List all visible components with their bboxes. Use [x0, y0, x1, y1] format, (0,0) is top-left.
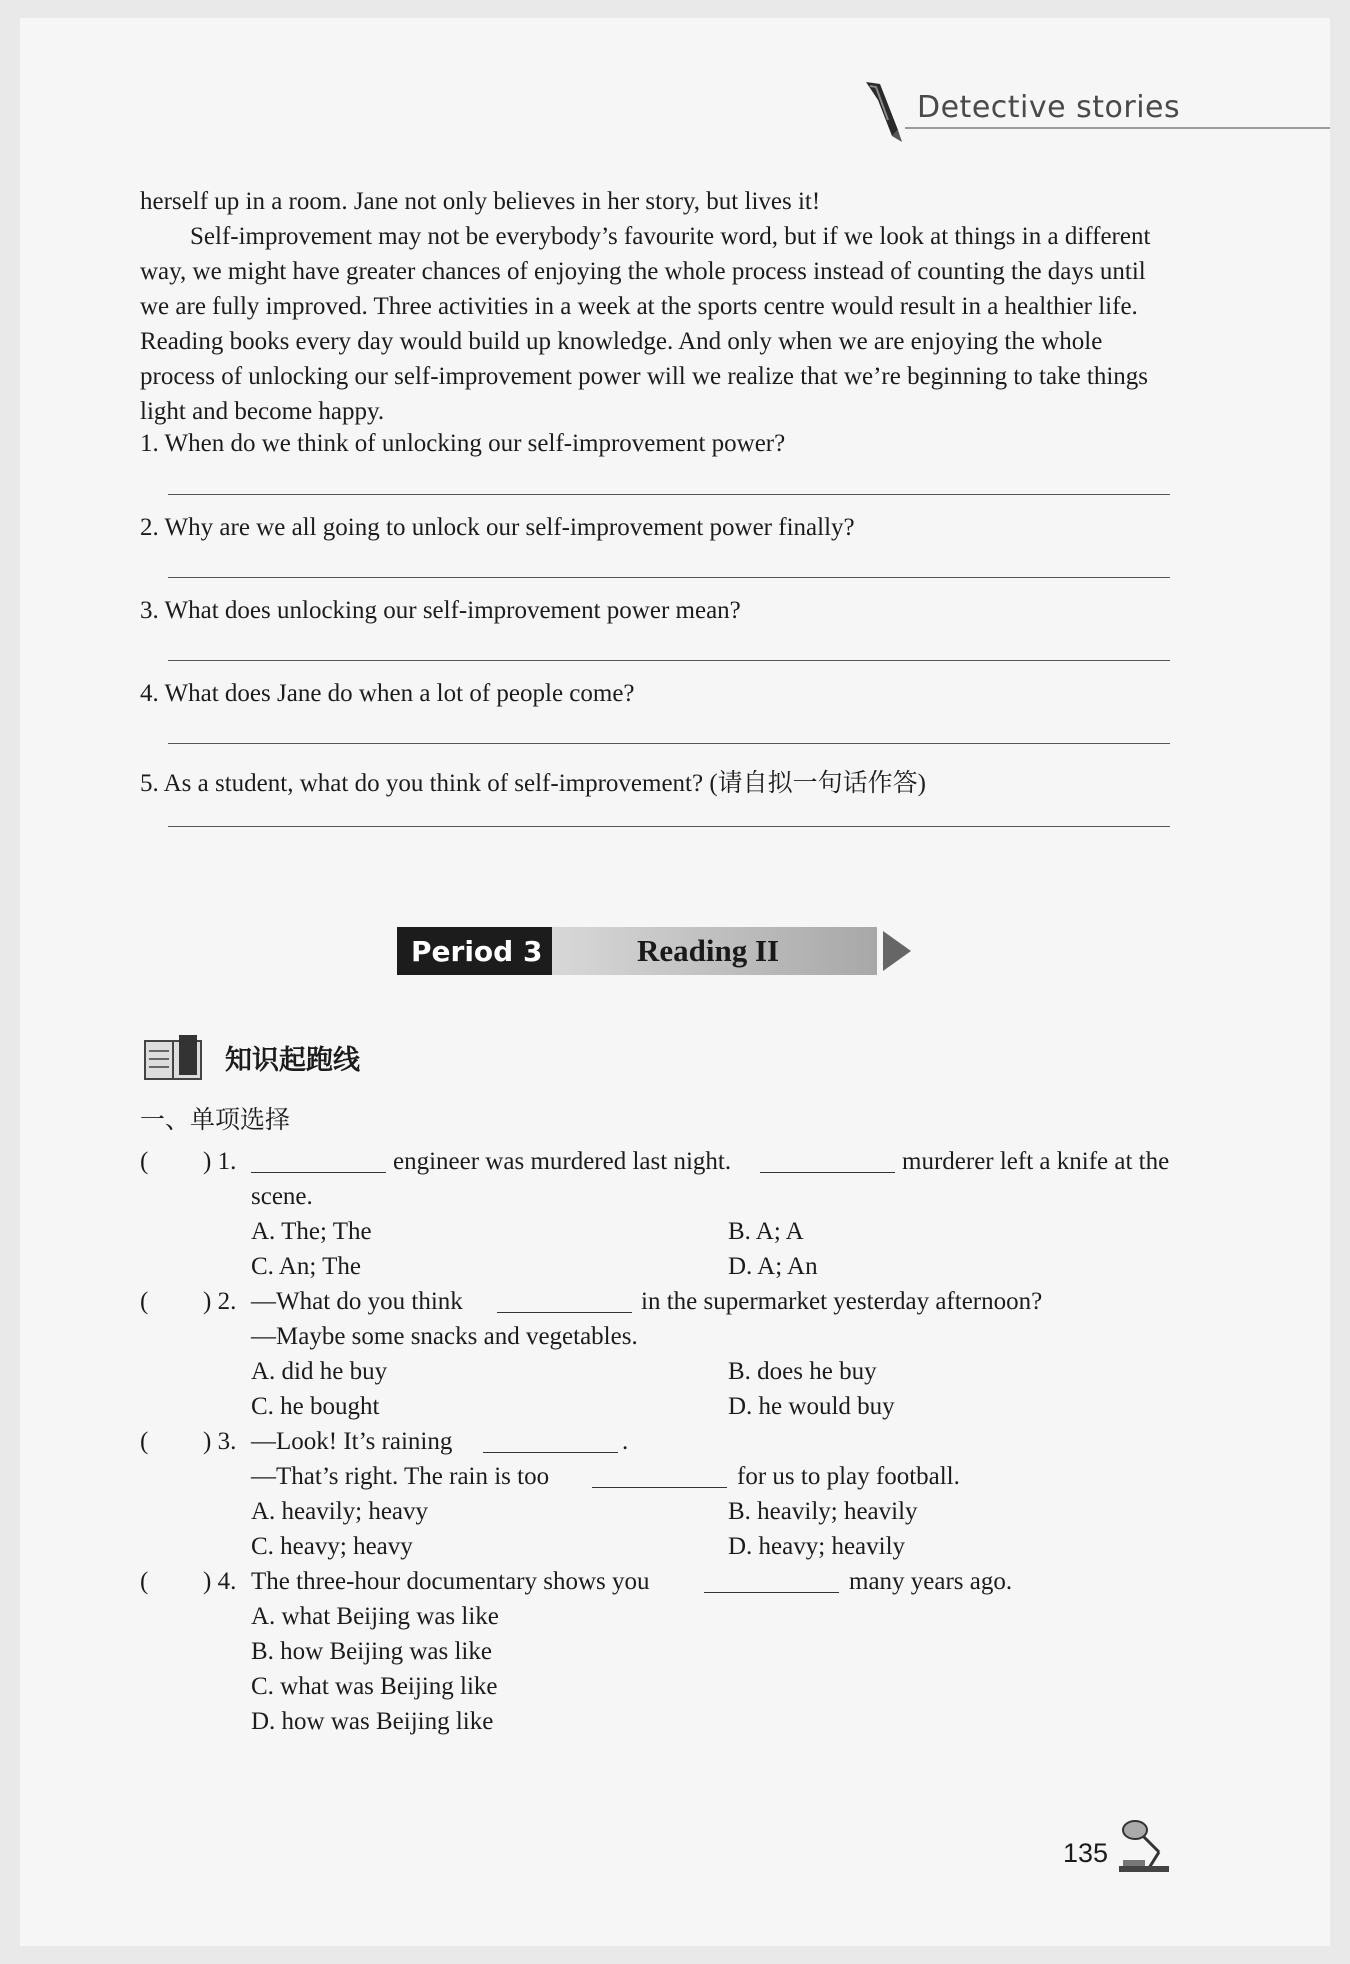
pen-icon: [858, 80, 908, 146]
arrow-icon: [883, 931, 911, 971]
q4-text: many years ago.: [849, 1568, 1013, 1595]
option-d[interactable]: D. A; An: [728, 1253, 818, 1280]
answer-line-3[interactable]: [168, 660, 1170, 661]
q3-text: for us to play football.: [737, 1463, 960, 1490]
option-a[interactable]: A. what Beijing was like: [251, 1603, 499, 1630]
answer-line-4[interactable]: [168, 743, 1170, 744]
option-c[interactable]: C. he bought: [251, 1393, 380, 1420]
section-title: 知识起跑线: [225, 1045, 360, 1076]
option-b[interactable]: B. does he buy: [728, 1358, 877, 1385]
question-2: 2. Why are we all going to unlock our self-improvement power finally?: [140, 514, 855, 541]
answer-line-5[interactable]: [168, 826, 1170, 827]
passage: [140, 184, 1170, 429]
page-number: 135: [1063, 1838, 1109, 1868]
option-c[interactable]: C. An; The: [251, 1253, 361, 1280]
option-b[interactable]: B. how Beijing was like: [251, 1638, 492, 1665]
q4-number: ) 4.: [203, 1568, 237, 1595]
option-a[interactable]: A. The; The: [251, 1218, 372, 1245]
option-b[interactable]: B. heavily; heavily: [728, 1498, 918, 1525]
answer-bracket-2[interactable]: (: [140, 1288, 149, 1315]
blank[interactable]: [251, 1152, 386, 1173]
q2-text: —Maybe some snacks and vegetables.: [251, 1323, 638, 1350]
book-icon: [143, 1033, 205, 1081]
option-a[interactable]: A. heavily; heavy: [251, 1498, 429, 1525]
answer-bracket-3[interactable]: (: [140, 1428, 149, 1455]
banner-reading: Reading II: [637, 933, 780, 968]
blank[interactable]: [592, 1467, 727, 1488]
question-3: 3. What does unlocking our self-improvement power mean?: [140, 597, 741, 624]
blank[interactable]: [704, 1572, 839, 1593]
q2-number: ) 2.: [203, 1288, 237, 1315]
answer-line-1[interactable]: [168, 494, 1170, 495]
answer-line-2[interactable]: [168, 577, 1170, 578]
answer-bracket-1[interactable]: (: [140, 1148, 149, 1175]
option-a[interactable]: A. did he buy: [251, 1358, 388, 1385]
period-banner: [397, 927, 877, 975]
option-d[interactable]: D. heavy; heavily: [728, 1533, 906, 1560]
blank[interactable]: [497, 1292, 632, 1313]
question-4: 4. What does Jane do when a lot of people come?: [140, 680, 635, 707]
q3-number: ) 3.: [203, 1428, 237, 1455]
question-5: 5. As a student, what do you think of self-improvement? (请自拟一句话作答): [140, 770, 926, 797]
header-rule: [905, 127, 1330, 129]
blank[interactable]: [760, 1152, 895, 1173]
option-d[interactable]: D. how was Beijing like: [251, 1708, 494, 1735]
option-c[interactable]: C. what was Beijing like: [251, 1673, 498, 1700]
q4-text: The three-hour documentary shows you: [251, 1568, 650, 1595]
q1-text: engineer was murdered last night.: [393, 1148, 732, 1175]
banner-period: Period 3: [411, 935, 543, 968]
answer-bracket-4[interactable]: (: [140, 1568, 149, 1595]
option-c[interactable]: C. heavy; heavy: [251, 1533, 413, 1560]
q2-text: in the supermarket yesterday afternoon?: [641, 1288, 1043, 1315]
q2-text: —What do you think: [251, 1288, 463, 1315]
q3-text: —That’s right. The rain is too: [251, 1463, 550, 1490]
header-title: Detective stories: [917, 90, 1181, 125]
q3-text: .: [622, 1428, 629, 1455]
q3-text: —Look! It’s raining: [251, 1428, 453, 1455]
section-subtitle: 一、单项选择: [140, 1105, 291, 1134]
q1-text: scene.: [251, 1183, 313, 1210]
passage-line: herself up in a room. Jane not only believes in her story, but lives it!: [140, 188, 821, 215]
lamp-icon: [1115, 1816, 1173, 1874]
q1-text: murderer left a knife at the: [902, 1148, 1170, 1175]
passage-paragraph: Self-improvement may not be everybody’s favourite word, but if we look at things in a different way, we might have greater chances of enjoying the whole process instead of counting the days until we are fully improved. Three activities in a week at the sports centre would result in a healthier life. Reading books every day would build up knowledge. And only when we are enjoying the whole process of unlocking our self-improvement power will we realize that we’re beginning to take things light and become happy.: [140, 223, 1151, 425]
option-b[interactable]: B. A; A: [728, 1218, 804, 1245]
option-d[interactable]: D. he would buy: [728, 1393, 895, 1420]
question-1: 1. When do we think of unlocking our self-improvement power?: [140, 430, 786, 457]
blank[interactable]: [483, 1432, 618, 1453]
q1-number: ) 1.: [203, 1148, 237, 1175]
